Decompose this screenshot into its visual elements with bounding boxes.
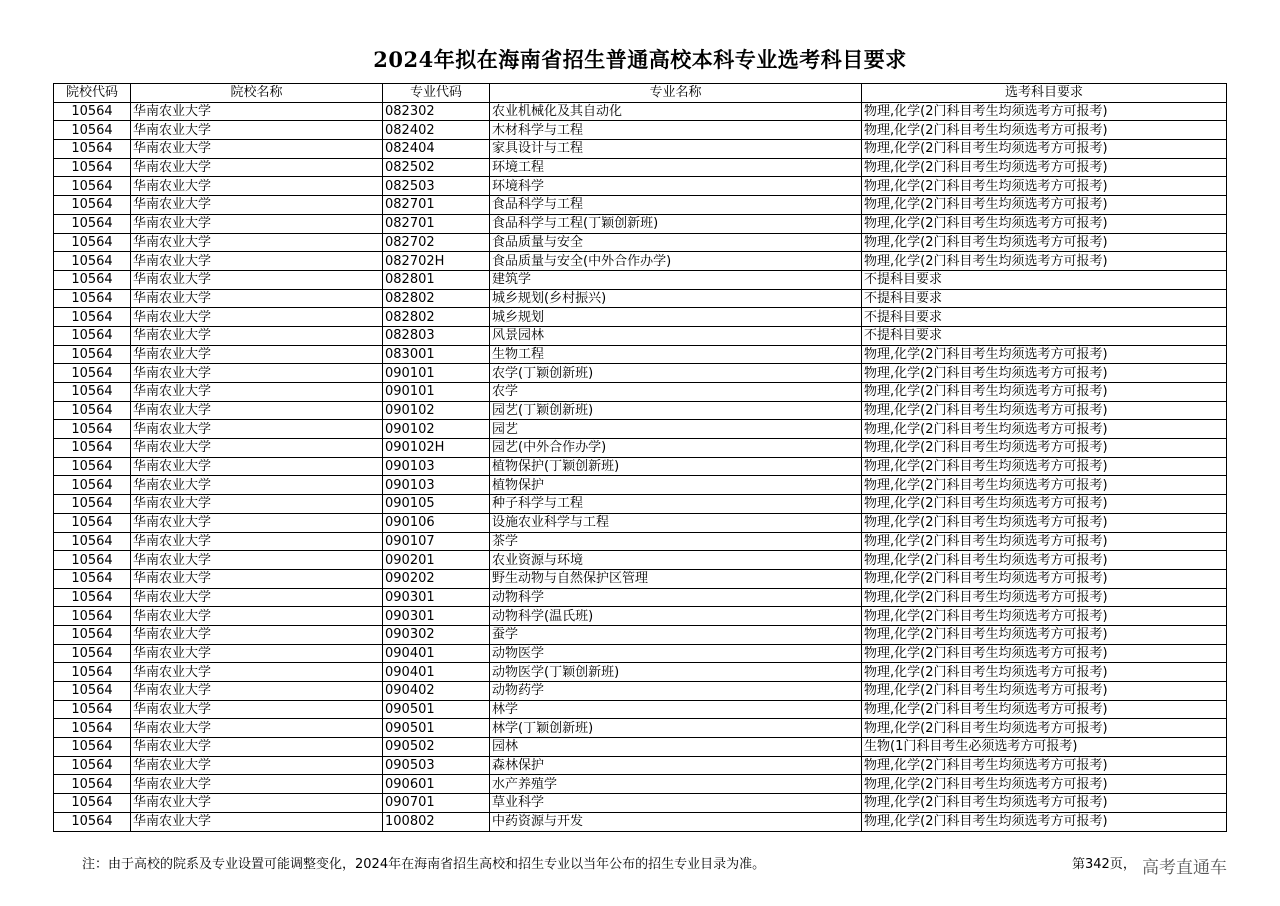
- table-row: [54, 439, 1227, 458]
- major-code-cell: 082404: [383, 140, 490, 159]
- table-row: [54, 532, 1227, 551]
- major-code-cell: 082801: [383, 270, 490, 289]
- table-row: [54, 644, 1227, 663]
- school-name-cell: 华南农业大学: [131, 252, 383, 271]
- requirement-cell: 物理,化学(2门科目考生均须选考方可报考): [862, 196, 1227, 215]
- major-code-cell: 090102H: [383, 439, 490, 458]
- school-code-cell: 10564: [54, 663, 131, 682]
- school-code-cell: 10564: [54, 233, 131, 252]
- major-code-cell: 090701: [383, 794, 490, 813]
- major-name-cell: 生物工程: [490, 345, 862, 364]
- school-name-cell: 华南农业大学: [131, 476, 383, 495]
- table-row: [54, 420, 1227, 439]
- table-row: [54, 383, 1227, 402]
- header-subject-requirement: 选考科目要求: [862, 84, 1227, 103]
- major-name-cell: 森林保护: [490, 756, 862, 775]
- school-code-cell: 10564: [54, 775, 131, 794]
- school-code-cell: 10564: [54, 364, 131, 383]
- table-row: [54, 495, 1227, 514]
- major-name-cell: 木材科学与工程: [490, 121, 862, 140]
- school-code-cell: 10564: [54, 719, 131, 738]
- footnote: 注：由于高校的院系及专业设置可能调整变化，2024年在海南省招生高校和招生专业以当年公布的招生专业目录为准。: [82, 857, 766, 872]
- requirement-cell: 物理,化学(2门科目考生均须选考方可报考): [862, 607, 1227, 626]
- school-name-cell: 华南农业大学: [131, 233, 383, 252]
- school-code-cell: 10564: [54, 439, 131, 458]
- table-row: [54, 308, 1227, 327]
- table-row: [54, 270, 1227, 289]
- table-row: [54, 719, 1227, 738]
- table-row: [54, 102, 1227, 121]
- major-name-cell: 中药资源与开发: [490, 812, 862, 831]
- major-code-cell: 090401: [383, 663, 490, 682]
- school-code-cell: 10564: [54, 177, 131, 196]
- school-code-cell: 10564: [54, 140, 131, 159]
- table-row: [54, 513, 1227, 532]
- major-code-cell: 082701: [383, 196, 490, 215]
- major-code-cell: 090502: [383, 738, 490, 757]
- table-row: [54, 738, 1227, 757]
- major-name-cell: 林学: [490, 700, 862, 719]
- requirements-table: [53, 83, 1227, 832]
- major-code-cell: 090201: [383, 551, 490, 570]
- table-row: [54, 794, 1227, 813]
- school-code-cell: 10564: [54, 476, 131, 495]
- school-code-cell: 10564: [54, 401, 131, 420]
- requirement-cell: 物理,化学(2门科目考生均须选考方可报考): [862, 812, 1227, 831]
- school-code-cell: 10564: [54, 121, 131, 140]
- major-name-cell: 城乡规划: [490, 308, 862, 327]
- requirement-cell: 物理,化学(2门科目考生均须选考方可报考): [862, 420, 1227, 439]
- school-code-cell: 10564: [54, 495, 131, 514]
- major-name-cell: 食品质量与安全(中外合作办学): [490, 252, 862, 271]
- major-name-cell: 城乡规划(乡村振兴): [490, 289, 862, 308]
- requirement-cell: 物理,化学(2门科目考生均须选考方可报考): [862, 551, 1227, 570]
- table-row: [54, 177, 1227, 196]
- table-row: [54, 551, 1227, 570]
- major-code-cell: 090503: [383, 756, 490, 775]
- requirement-cell: 物理,化学(2门科目考生均须选考方可报考): [862, 177, 1227, 196]
- major-code-cell: 090501: [383, 700, 490, 719]
- major-code-cell: 090501: [383, 719, 490, 738]
- major-name-cell: 植物保护(丁颖创新班): [490, 457, 862, 476]
- school-name-cell: 华南农业大学: [131, 756, 383, 775]
- school-name-cell: 华南农业大学: [131, 513, 383, 532]
- table-row: [54, 569, 1227, 588]
- requirement-cell: 物理,化学(2门科目考生均须选考方可报考): [862, 233, 1227, 252]
- requirement-cell: 物理,化学(2门科目考生均须选考方可报考): [862, 588, 1227, 607]
- school-code-cell: 10564: [54, 383, 131, 402]
- major-code-cell: 090302: [383, 625, 490, 644]
- school-code-cell: 10564: [54, 196, 131, 215]
- major-name-cell: 风景园林: [490, 326, 862, 345]
- school-name-cell: 华南农业大学: [131, 775, 383, 794]
- table-row: [54, 663, 1227, 682]
- major-code-cell: 083001: [383, 345, 490, 364]
- major-name-cell: 茶学: [490, 532, 862, 551]
- header-school-code: 院校代码: [54, 84, 131, 103]
- table-row: [54, 196, 1227, 215]
- table-row: [54, 682, 1227, 701]
- requirement-cell: 不提科目要求: [862, 289, 1227, 308]
- major-code-cell: 082802: [383, 308, 490, 327]
- major-name-cell: 建筑学: [490, 270, 862, 289]
- table-header-row: [54, 84, 1227, 103]
- school-code-cell: 10564: [54, 794, 131, 813]
- major-name-cell: 动物医学(丁颖创新班): [490, 663, 862, 682]
- table-row: [54, 140, 1227, 159]
- table-body: [54, 102, 1227, 831]
- school-code-cell: 10564: [54, 532, 131, 551]
- major-code-cell: 100802: [383, 812, 490, 831]
- school-code-cell: 10564: [54, 513, 131, 532]
- header-school-name: 院校名称: [131, 84, 383, 103]
- school-name-cell: 华南农业大学: [131, 457, 383, 476]
- school-code-cell: 10564: [54, 682, 131, 701]
- major-code-cell: 090107: [383, 532, 490, 551]
- school-name-cell: 华南农业大学: [131, 588, 383, 607]
- watermark: 高考直通车: [1142, 858, 1227, 878]
- major-code-cell: 090106: [383, 513, 490, 532]
- table-row: [54, 700, 1227, 719]
- school-name-cell: 华南农业大学: [131, 420, 383, 439]
- major-code-cell: 090101: [383, 383, 490, 402]
- school-name-cell: 华南农业大学: [131, 289, 383, 308]
- requirement-cell: 不提科目要求: [862, 326, 1227, 345]
- requirement-cell: 物理,化学(2门科目考生均须选考方可报考): [862, 401, 1227, 420]
- school-name-cell: 华南农业大学: [131, 495, 383, 514]
- school-name-cell: 华南农业大学: [131, 644, 383, 663]
- major-name-cell: 农业资源与环境: [490, 551, 862, 570]
- major-code-cell: 082302: [383, 102, 490, 121]
- requirement-cell: 物理,化学(2门科目考生均须选考方可报考): [862, 364, 1227, 383]
- header-major-code: 专业代码: [383, 84, 490, 103]
- school-code-cell: 10564: [54, 252, 131, 271]
- requirement-cell: 物理,化学(2门科目考生均须选考方可报考): [862, 140, 1227, 159]
- major-code-cell: 090301: [383, 607, 490, 626]
- major-name-cell: 园艺(丁颖创新班): [490, 401, 862, 420]
- table-row: [54, 214, 1227, 233]
- table-row: [54, 364, 1227, 383]
- requirement-cell: 物理,化学(2门科目考生均须选考方可报考): [862, 252, 1227, 271]
- school-name-cell: 华南农业大学: [131, 308, 383, 327]
- major-name-cell: 动物科学: [490, 588, 862, 607]
- table-row: [54, 345, 1227, 364]
- table-row: [54, 457, 1227, 476]
- requirement-cell: 物理,化学(2门科目考生均须选考方可报考): [862, 121, 1227, 140]
- major-code-cell: 090102: [383, 401, 490, 420]
- requirement-cell: 物理,化学(2门科目考生均须选考方可报考): [862, 457, 1227, 476]
- school-code-cell: 10564: [54, 214, 131, 233]
- major-code-cell: 090301: [383, 588, 490, 607]
- school-name-cell: 华南农业大学: [131, 719, 383, 738]
- requirement-cell: 物理,化学(2门科目考生均须选考方可报考): [862, 663, 1227, 682]
- major-code-cell: 082702: [383, 233, 490, 252]
- school-name-cell: 华南农业大学: [131, 738, 383, 757]
- school-name-cell: 华南农业大学: [131, 401, 383, 420]
- table-row: [54, 158, 1227, 177]
- major-name-cell: 蚕学: [490, 625, 862, 644]
- major-code-cell: 082803: [383, 326, 490, 345]
- school-code-cell: 10564: [54, 289, 131, 308]
- major-name-cell: 草业科学: [490, 794, 862, 813]
- school-code-cell: 10564: [54, 756, 131, 775]
- school-code-cell: 10564: [54, 457, 131, 476]
- major-name-cell: 野生动物与自然保护区管理: [490, 569, 862, 588]
- major-name-cell: 水产养殖学: [490, 775, 862, 794]
- major-name-cell: 农学(丁颖创新班): [490, 364, 862, 383]
- school-name-cell: 华南农业大学: [131, 214, 383, 233]
- school-code-cell: 10564: [54, 644, 131, 663]
- requirement-cell: 物理,化学(2门科目考生均须选考方可报考): [862, 102, 1227, 121]
- major-code-cell: 090103: [383, 457, 490, 476]
- school-name-cell: 华南农业大学: [131, 569, 383, 588]
- requirement-cell: 物理,化学(2门科目考生均须选考方可报考): [862, 345, 1227, 364]
- school-name-cell: 华南农业大学: [131, 158, 383, 177]
- requirement-cell: 物理,化学(2门科目考生均须选考方可报考): [862, 158, 1227, 177]
- major-name-cell: 动物药学: [490, 682, 862, 701]
- table-row: [54, 326, 1227, 345]
- school-code-cell: 10564: [54, 569, 131, 588]
- school-code-cell: 10564: [54, 158, 131, 177]
- requirement-cell: 物理,化学(2门科目考生均须选考方可报考): [862, 513, 1227, 532]
- requirement-cell: 物理,化学(2门科目考生均须选考方可报考): [862, 532, 1227, 551]
- major-name-cell: 园艺: [490, 420, 862, 439]
- major-code-cell: 090102: [383, 420, 490, 439]
- major-code-cell: 090103: [383, 476, 490, 495]
- table-row: [54, 775, 1227, 794]
- table-row: [54, 476, 1227, 495]
- major-code-cell: 090101: [383, 364, 490, 383]
- requirement-cell: 物理,化学(2门科目考生均须选考方可报考): [862, 495, 1227, 514]
- requirement-cell: 物理,化学(2门科目考生均须选考方可报考): [862, 756, 1227, 775]
- school-code-cell: 10564: [54, 308, 131, 327]
- page-title: 2024年拟在海南省招生普通高校本科专业选考科目要求: [373, 47, 907, 72]
- school-code-cell: 10564: [54, 345, 131, 364]
- major-code-cell: 090202: [383, 569, 490, 588]
- school-code-cell: 10564: [54, 102, 131, 121]
- major-code-cell: 090105: [383, 495, 490, 514]
- major-code-cell: 082402: [383, 121, 490, 140]
- school-name-cell: 华南农业大学: [131, 663, 383, 682]
- table-row: [54, 625, 1227, 644]
- table-row: [54, 252, 1227, 271]
- school-code-cell: 10564: [54, 738, 131, 757]
- table-row: [54, 121, 1227, 140]
- major-name-cell: 园林: [490, 738, 862, 757]
- school-name-cell: 华南农业大学: [131, 607, 383, 626]
- requirement-cell: 物理,化学(2门科目考生均须选考方可报考): [862, 476, 1227, 495]
- school-name-cell: 华南农业大学: [131, 532, 383, 551]
- major-name-cell: 环境工程: [490, 158, 862, 177]
- major-code-cell: 090401: [383, 644, 490, 663]
- major-name-cell: 林学(丁颖创新班): [490, 719, 862, 738]
- school-name-cell: 华南农业大学: [131, 196, 383, 215]
- school-name-cell: 华南农业大学: [131, 326, 383, 345]
- school-code-cell: 10564: [54, 588, 131, 607]
- school-name-cell: 华南农业大学: [131, 625, 383, 644]
- school-code-cell: 10564: [54, 270, 131, 289]
- school-name-cell: 华南农业大学: [131, 383, 383, 402]
- header-major-name: 专业名称: [490, 84, 862, 103]
- school-code-cell: 10564: [54, 420, 131, 439]
- major-name-cell: 环境科学: [490, 177, 862, 196]
- requirement-cell: 物理,化学(2门科目考生均须选考方可报考): [862, 682, 1227, 701]
- table-row: [54, 756, 1227, 775]
- table-row: [54, 588, 1227, 607]
- major-name-cell: 食品质量与安全: [490, 233, 862, 252]
- requirement-cell: 物理,化学(2门科目考生均须选考方可报考): [862, 439, 1227, 458]
- table-row: [54, 233, 1227, 252]
- table-row: [54, 289, 1227, 308]
- school-name-cell: 华南农业大学: [131, 682, 383, 701]
- school-name-cell: 华南农业大学: [131, 102, 383, 121]
- school-code-cell: 10564: [54, 812, 131, 831]
- major-name-cell: 园艺(中外合作办学): [490, 439, 862, 458]
- major-name-cell: 动物科学(温氏班): [490, 607, 862, 626]
- major-name-cell: 种子科学与工程: [490, 495, 862, 514]
- requirement-cell: 物理,化学(2门科目考生均须选考方可报考): [862, 700, 1227, 719]
- table-row: [54, 812, 1227, 831]
- major-name-cell: 农学: [490, 383, 862, 402]
- requirement-cell: 物理,化学(2门科目考生均须选考方可报考): [862, 383, 1227, 402]
- school-code-cell: 10564: [54, 700, 131, 719]
- school-code-cell: 10564: [54, 326, 131, 345]
- school-name-cell: 华南农业大学: [131, 270, 383, 289]
- school-name-cell: 华南农业大学: [131, 364, 383, 383]
- major-name-cell: 设施农业科学与工程: [490, 513, 862, 532]
- requirement-cell: 物理,化学(2门科目考生均须选考方可报考): [862, 569, 1227, 588]
- school-name-cell: 华南农业大学: [131, 439, 383, 458]
- requirement-cell: 物理,化学(2门科目考生均须选考方可报考): [862, 644, 1227, 663]
- school-name-cell: 华南农业大学: [131, 345, 383, 364]
- major-code-cell: 082702H: [383, 252, 490, 271]
- major-code-cell: 082503: [383, 177, 490, 196]
- requirement-cell: 物理,化学(2门科目考生均须选考方可报考): [862, 775, 1227, 794]
- requirement-cell: 不提科目要求: [862, 270, 1227, 289]
- page-number: 第342页，: [1072, 857, 1136, 872]
- school-name-cell: 华南农业大学: [131, 140, 383, 159]
- major-name-cell: 农业机械化及其自动化: [490, 102, 862, 121]
- requirement-cell: 物理,化学(2门科目考生均须选考方可报考): [862, 794, 1227, 813]
- requirement-cell: 物理,化学(2门科目考生均须选考方可报考): [862, 214, 1227, 233]
- table-row: [54, 401, 1227, 420]
- school-code-cell: 10564: [54, 607, 131, 626]
- requirement-cell: 物理,化学(2门科目考生均须选考方可报考): [862, 719, 1227, 738]
- major-code-cell: 090402: [383, 682, 490, 701]
- school-name-cell: 华南农业大学: [131, 121, 383, 140]
- school-name-cell: 华南农业大学: [131, 794, 383, 813]
- requirement-cell: 不提科目要求: [862, 308, 1227, 327]
- school-name-cell: 华南农业大学: [131, 551, 383, 570]
- major-code-cell: 090601: [383, 775, 490, 794]
- school-name-cell: 华南农业大学: [131, 812, 383, 831]
- major-code-cell: 082701: [383, 214, 490, 233]
- major-name-cell: 家具设计与工程: [490, 140, 862, 159]
- major-name-cell: 食品科学与工程: [490, 196, 862, 215]
- school-code-cell: 10564: [54, 625, 131, 644]
- school-code-cell: 10564: [54, 551, 131, 570]
- requirement-cell: 物理,化学(2门科目考生均须选考方可报考): [862, 625, 1227, 644]
- major-name-cell: 植物保护: [490, 476, 862, 495]
- major-name-cell: 动物医学: [490, 644, 862, 663]
- school-name-cell: 华南农业大学: [131, 177, 383, 196]
- school-name-cell: 华南农业大学: [131, 700, 383, 719]
- requirement-cell: 生物(1门科目考生必须选考方可报考): [862, 738, 1227, 757]
- major-code-cell: 082802: [383, 289, 490, 308]
- major-code-cell: 082502: [383, 158, 490, 177]
- major-name-cell: 食品科学与工程(丁颖创新班): [490, 214, 862, 233]
- table-row: [54, 607, 1227, 626]
